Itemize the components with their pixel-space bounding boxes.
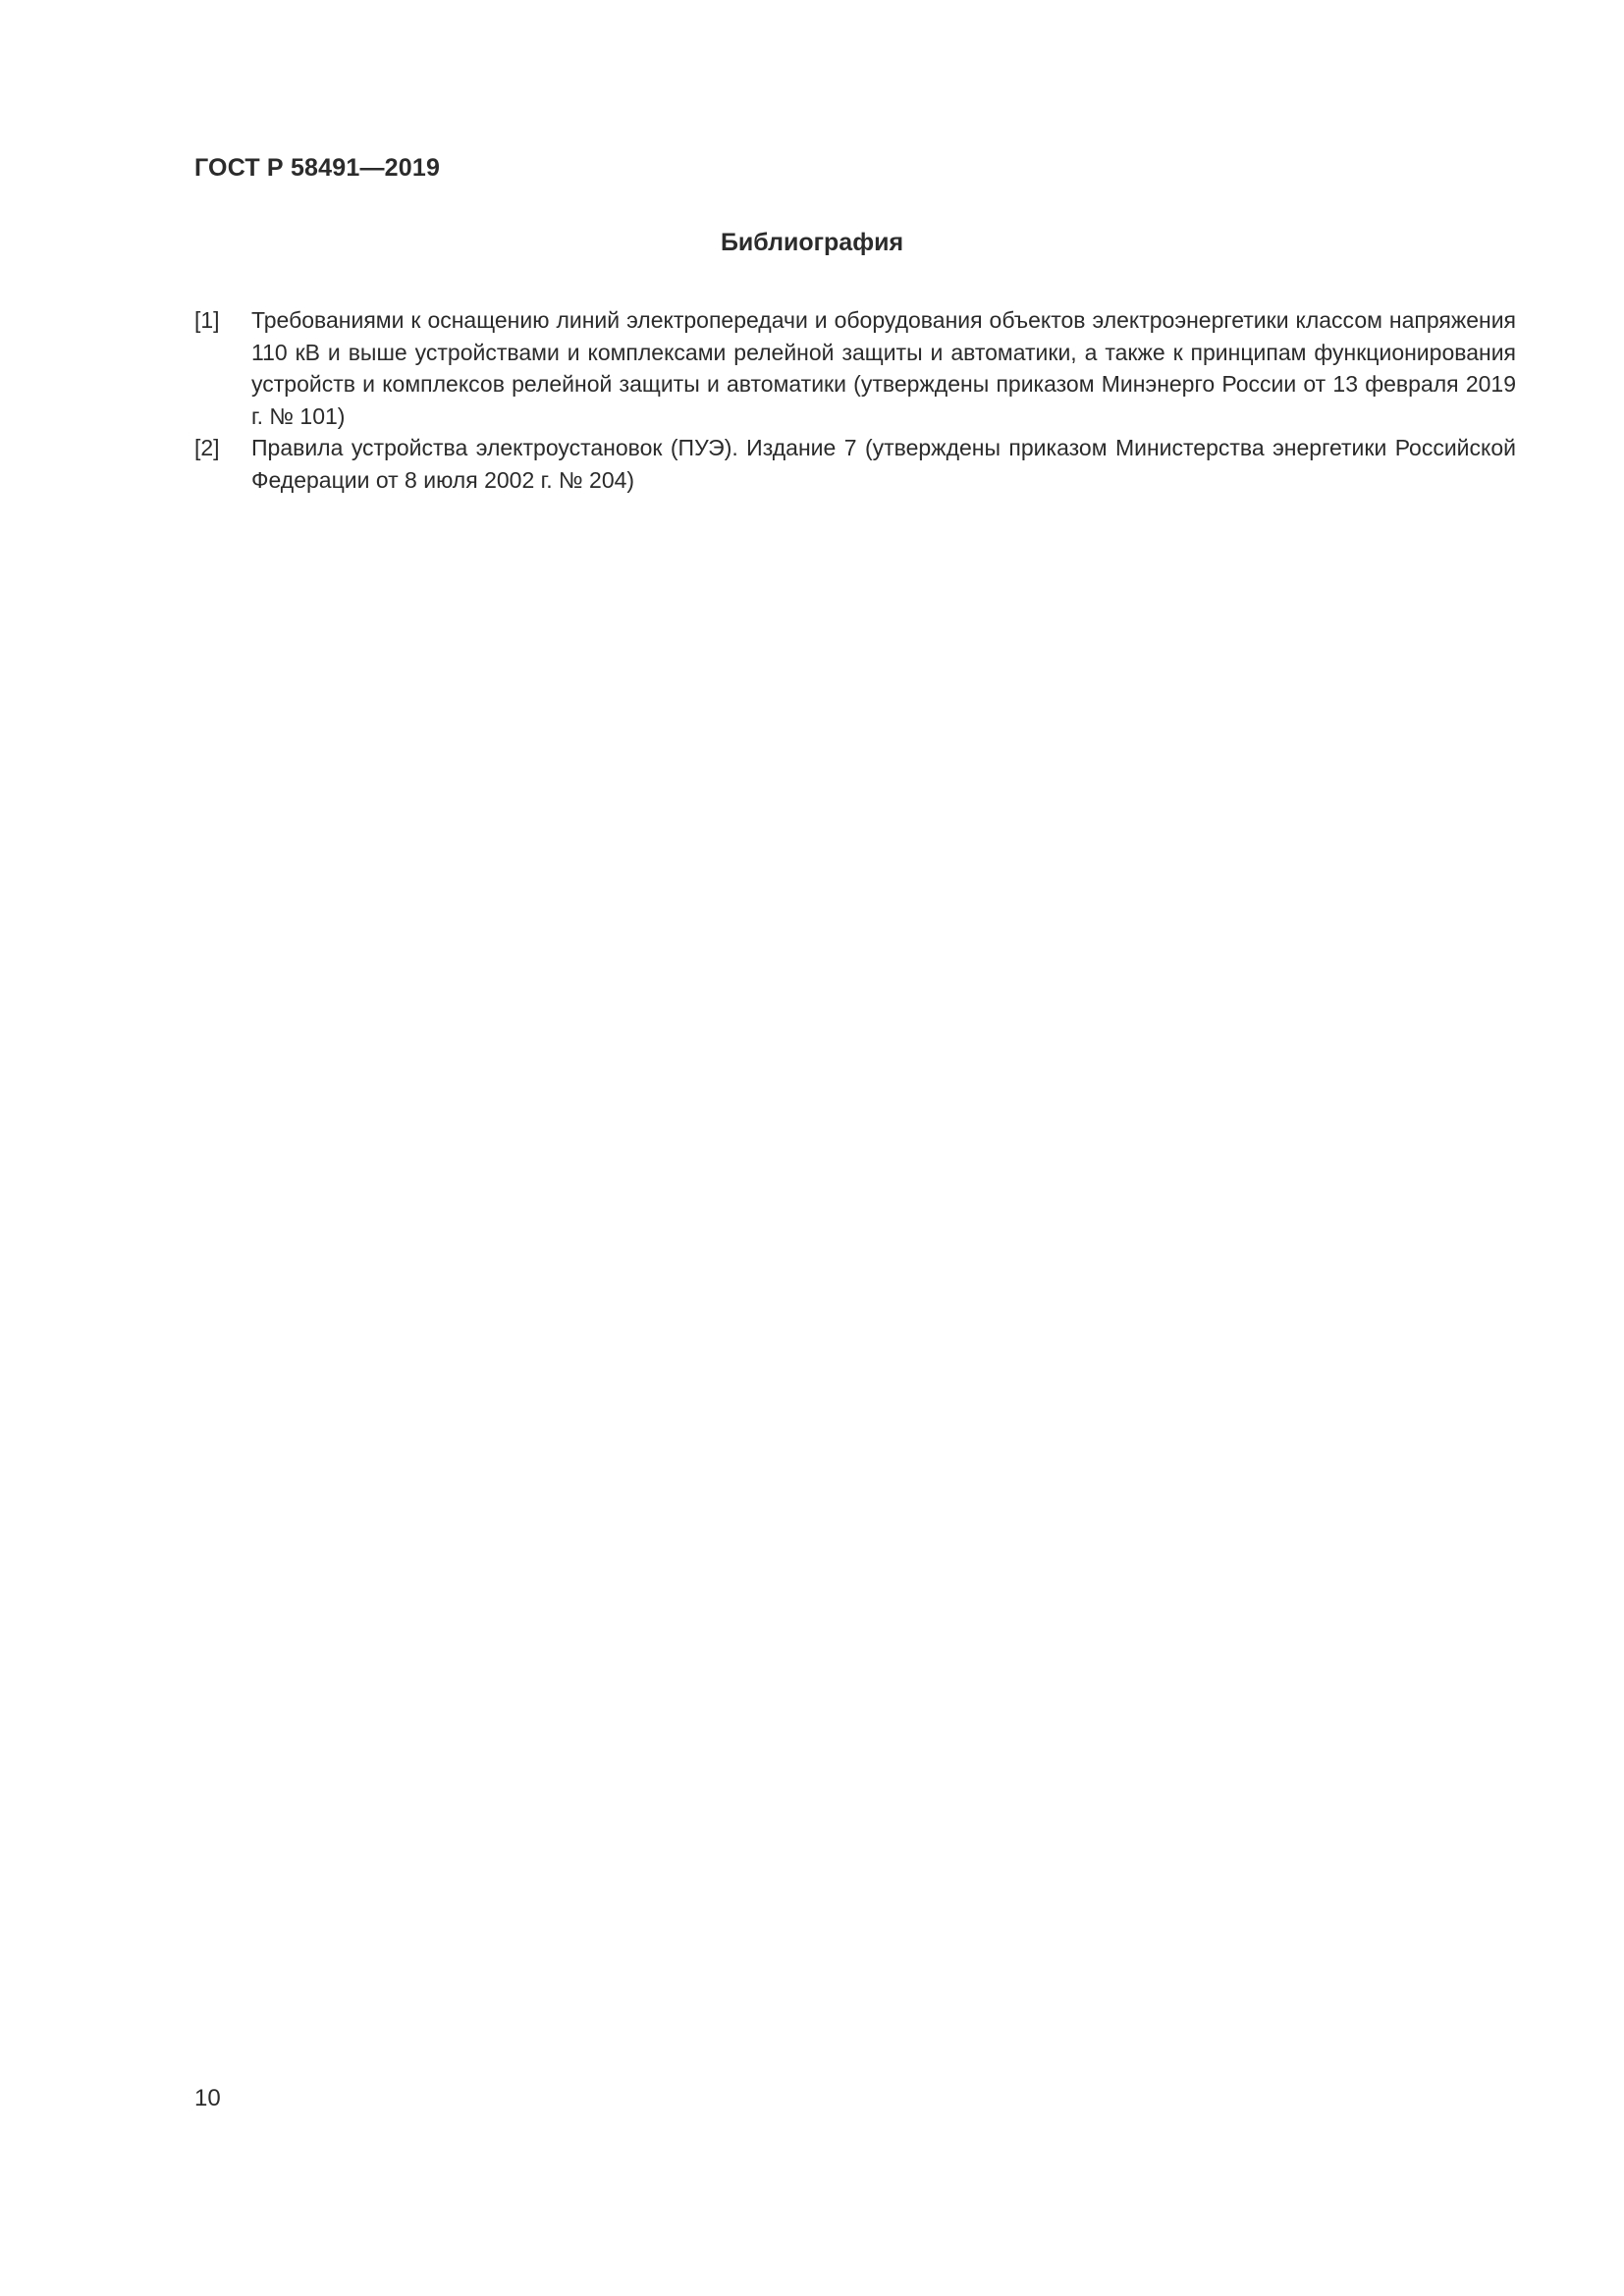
bibliography-item-text: Требованиями к оснащению линий электропередачи и оборудования объектов электроэнергетики классом напряжения 110 кВ и выше устройствами и комплексами релейной защиты и автоматики, а также к принципам функционирования устройств и комплексов релейной защиты и автоматики (утверждены приказом Минэнерго России от 13 февраля 2019 г. № 101) [251,307,1516,429]
page-number: 10 [194,2085,221,2111]
document-code: ГОСТ Р 58491—2019 [194,154,441,182]
bibliography-item-number: [1] [194,307,220,333]
bibliography-item [194,304,1516,432]
bibliography-item [194,432,1516,496]
bibliography-list [194,304,1516,496]
section-title-bibliography: Библиография [720,229,904,256]
bibliography-item-text: Правила устройства электроустановок (ПУЭ). Издание 7 (утверждены приказом Министерства энергетики Российской Федерации от 8 июля 2002 г. № 204) [251,435,1516,493]
bibliography-item-number: [2] [194,435,220,460]
